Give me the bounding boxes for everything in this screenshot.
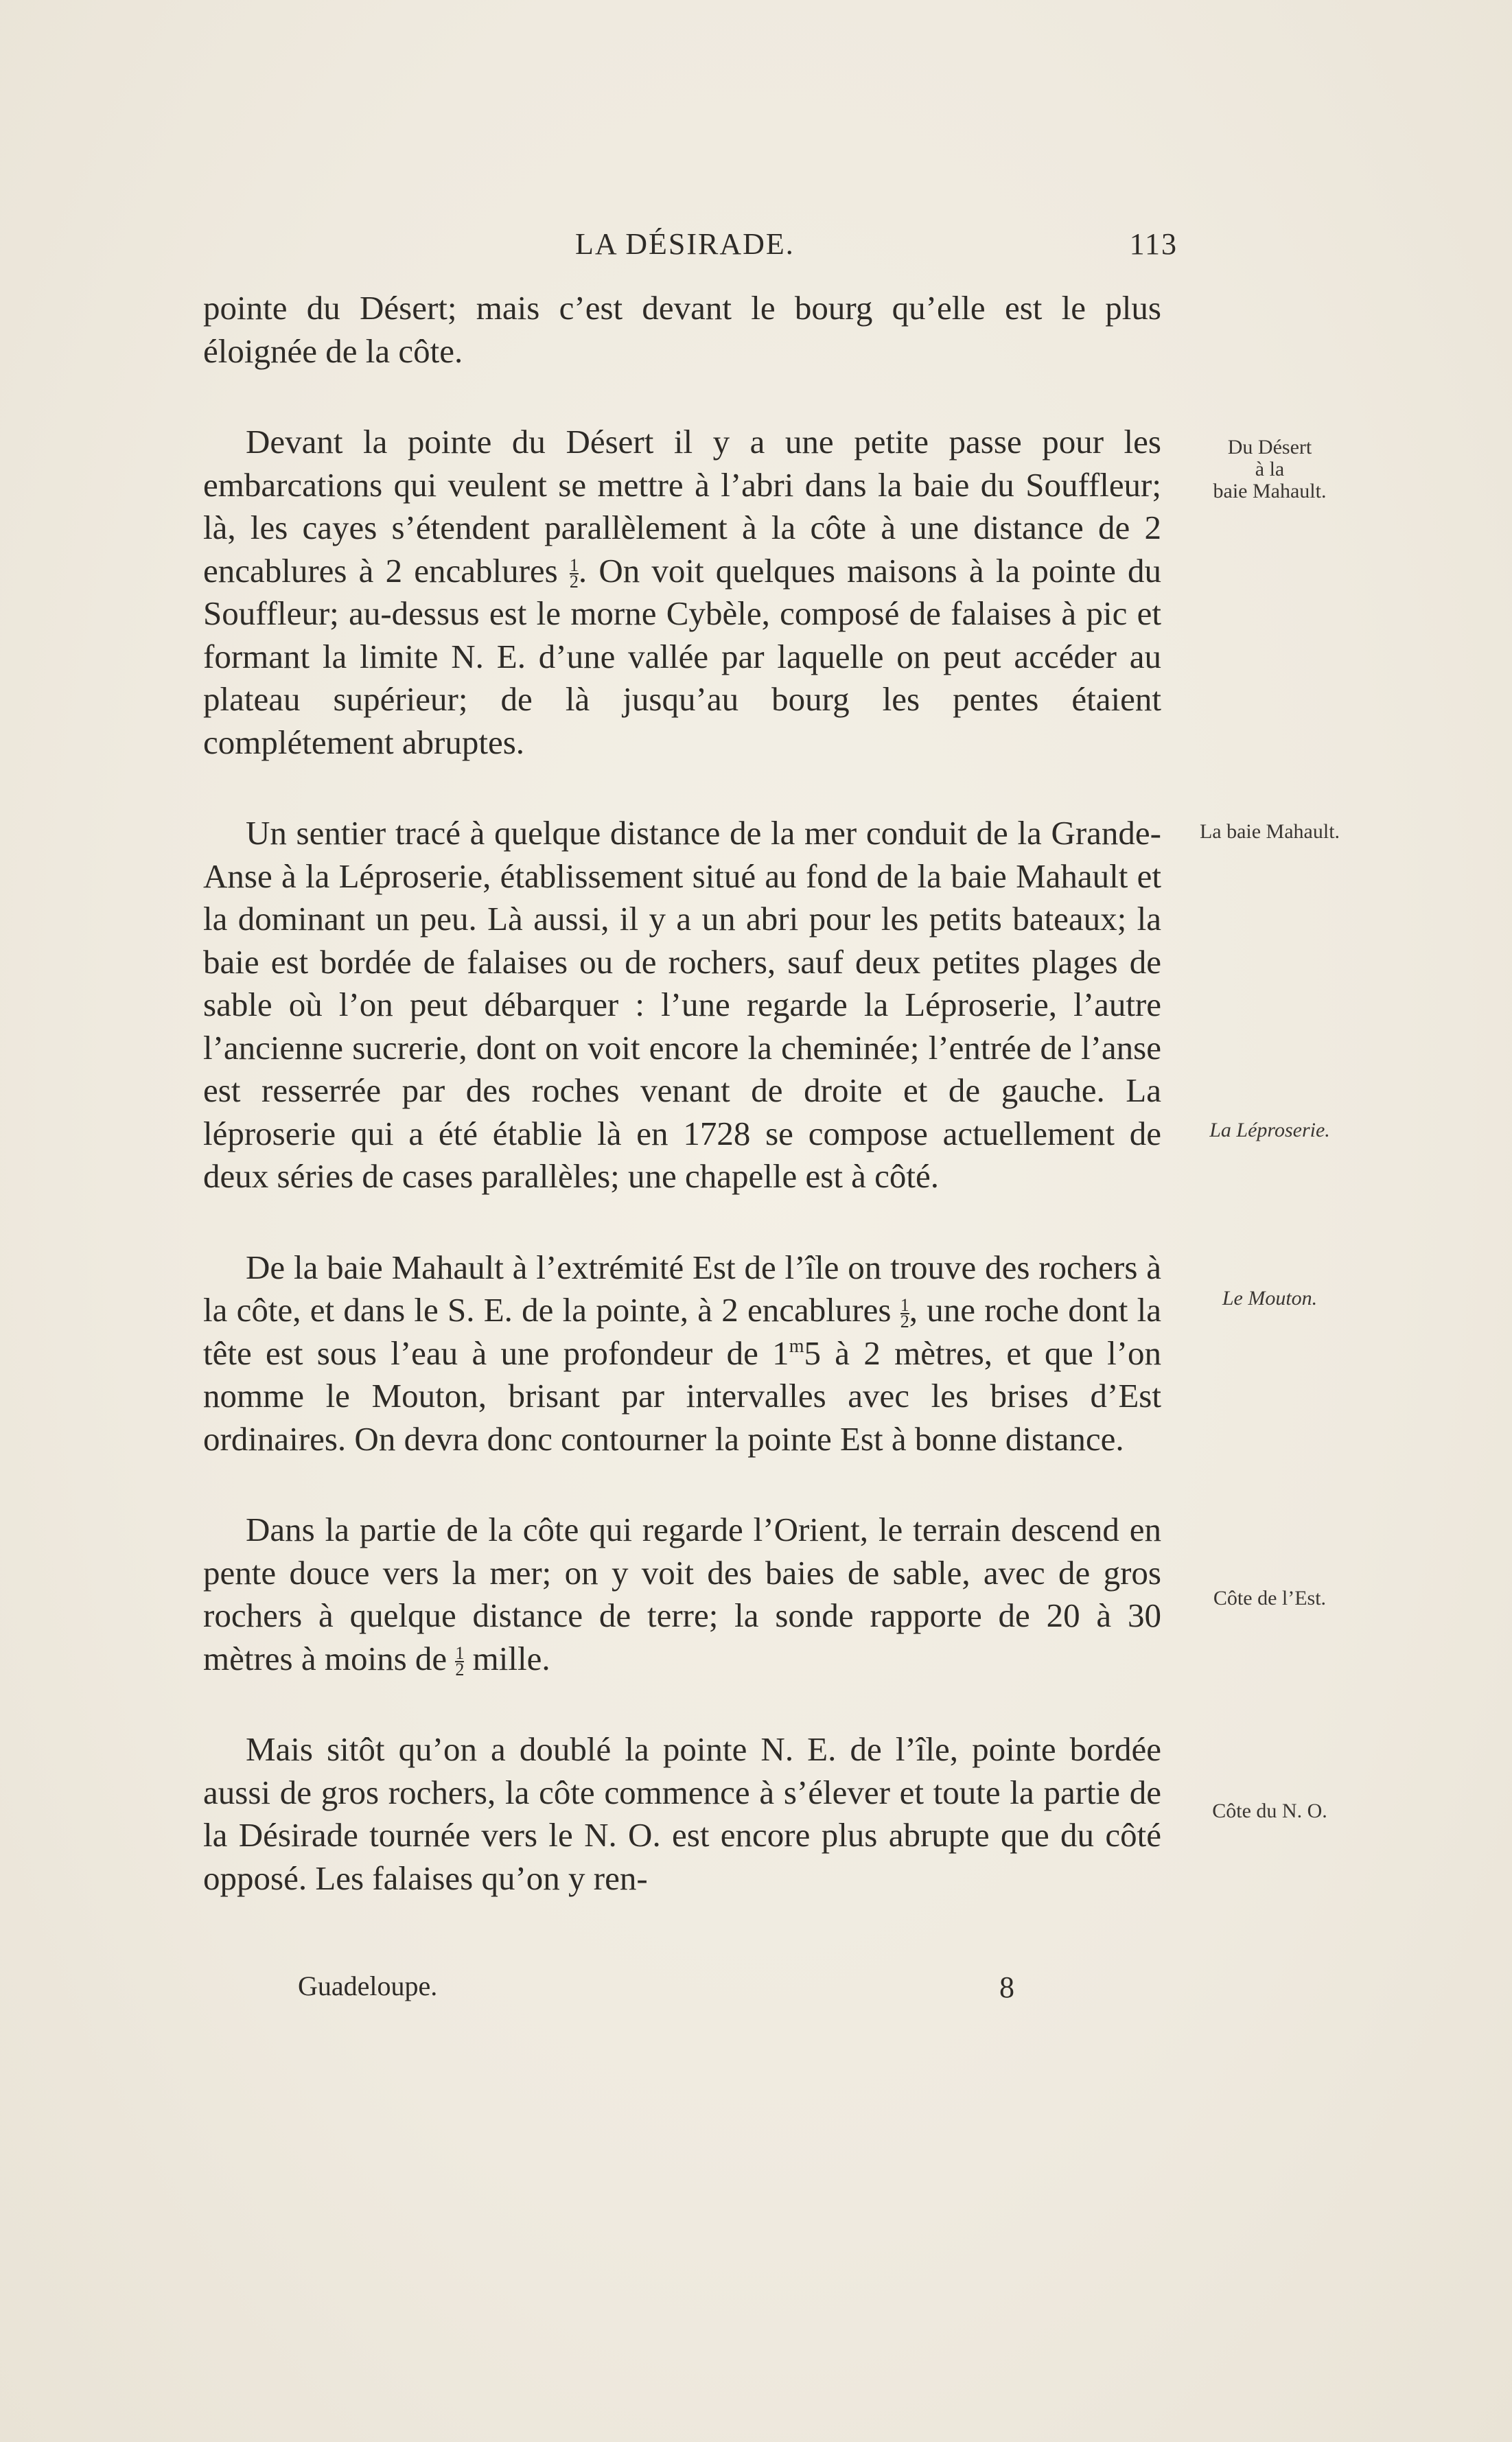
paragraph-5-text-b: mille. bbox=[464, 1639, 550, 1677]
paragraph-1 bbox=[203, 287, 1161, 373]
margin-note-line: à la bbox=[1255, 458, 1285, 480]
signature-mark: Guadeloupe. bbox=[298, 1970, 438, 2001]
margin-note-cote-no: Côte du N. O. bbox=[1212, 1800, 1327, 1822]
fraction-numerator: 1 bbox=[569, 555, 579, 576]
paragraph-3-text: Un sentier tracé à quelque distance de la mer conduit de la Grande-Anse à la Léproserie, établissement situé au fond de la baie Mahault et la dominant un peu. Là aussi, il y a un abri pour les petits bateaux; la baie est bordée de falaises ou de rochers, sauf deux petites plages de sable où l’on peut débarquer : l’une regarde la Léproserie, l’autre l’ancienne sucrerie, dont on voit encore la cheminée; l’entrée de l’anse est resserrée par des roches venant de droite et de gauche. La léproserie qui a été établie là en 1728 se compose actuellement de deux séries de cases parallèles; une chapelle est à côté. bbox=[203, 814, 1161, 1195]
paragraph-5 bbox=[203, 1509, 1161, 1680]
paragraph-2 bbox=[203, 421, 1161, 764]
paragraph-4 bbox=[203, 1246, 1161, 1461]
fraction-numerator: 1 bbox=[900, 1294, 909, 1315]
paragraph-6 bbox=[203, 1728, 1161, 1900]
running-title: LA DÉSIRADE. bbox=[575, 227, 795, 261]
fraction-denominator: 2 bbox=[455, 1660, 465, 1680]
paragraph-4-text-b: , une roche dont la tête est sous l’eau à une profondeur de 1 bbox=[203, 1291, 1162, 1372]
fraction-half bbox=[900, 1294, 909, 1332]
paragraph-5-text-a: Dans la partie de la côte qui regarde l’Orient, le terrain descend en pente douce vers la mer; on y voit des baies de sable, avec de gros rochers à quelque distance de terre; la sonde rapporte de 20 à 30 mètres à moins de bbox=[203, 1511, 1161, 1677]
paragraph-4-text-c: 5 à 2 mètres, et que l’on nomme le Mouton, brisant par intervalles avec les brises d’Est ordinaires. On devra donc contourner la pointe Est à bonne distance. bbox=[203, 1334, 1162, 1458]
page-number: 113 bbox=[1129, 227, 1178, 261]
body-text bbox=[203, 287, 1161, 1900]
paragraph-1-text: pointe du Désert; mais c’est devant le bourg qu’elle est le plus éloignée de la côte. bbox=[203, 289, 1161, 370]
fraction-half bbox=[569, 555, 579, 592]
margin-note-line: baie Mahault. bbox=[1213, 480, 1327, 502]
margin-note-du-desert bbox=[1174, 437, 1366, 502]
fraction-denominator: 2 bbox=[900, 1311, 909, 1332]
paragraph-4-text-a: De la baie Mahault à l’extrémité Est de l’île on trouve des rochers à la côte, et dans le S. E. de la pointe, à 2 encablures bbox=[203, 1248, 1161, 1329]
margin-note-baie-mahault: La baie Mahault. bbox=[1199, 820, 1340, 843]
fraction-denominator: 2 bbox=[569, 572, 579, 592]
page-footer bbox=[203, 1970, 1178, 2011]
running-head bbox=[203, 226, 1178, 275]
margin-note-cote-est: Côte de l’Est. bbox=[1213, 1587, 1327, 1609]
superscript-m: m bbox=[789, 1335, 804, 1357]
paragraph-2-text-b: . On voit quelques maisons à la pointe du Souffleur; au-dessus est le morne Cybèle, composé de falaises à pic et formant la limite N. E. d’une vallée par laquelle on peut accéder au plateau supérieur; de là jusqu’au bourg les pentes étaient complétement abruptes. bbox=[203, 551, 1161, 761]
margin-note-line: Du Désert bbox=[1227, 436, 1312, 458]
fraction-half bbox=[455, 1643, 465, 1680]
margin-note-mouton: Le Mouton. bbox=[1222, 1287, 1318, 1310]
sheet-number: 8 bbox=[999, 1970, 1014, 2004]
paragraph-3 bbox=[203, 812, 1161, 1198]
fraction-numerator: 1 bbox=[455, 1643, 465, 1664]
margin-note-leproserie: La Léproserie. bbox=[1209, 1119, 1330, 1141]
paragraph-2-text-a: Devant la pointe du Désert il y a une petite passe pour les embarcations qui veulent se mettre à l’abri dans la baie du Souffleur; là, les cayes s’étendent parallèlement à la côte à une distance de 2 encablures à 2 encablures bbox=[203, 423, 1161, 590]
paragraph-6-text: Mais sitôt qu’on a doublé la pointe N. E. de l’île, pointe bordée aussi de gros rochers, la côte commence à s’élever et toute la partie de la Désirade tournée vers le N. O. est encore plus abrupte que du côté opposé. Les falaises qu’on y ren- bbox=[203, 1730, 1161, 1897]
